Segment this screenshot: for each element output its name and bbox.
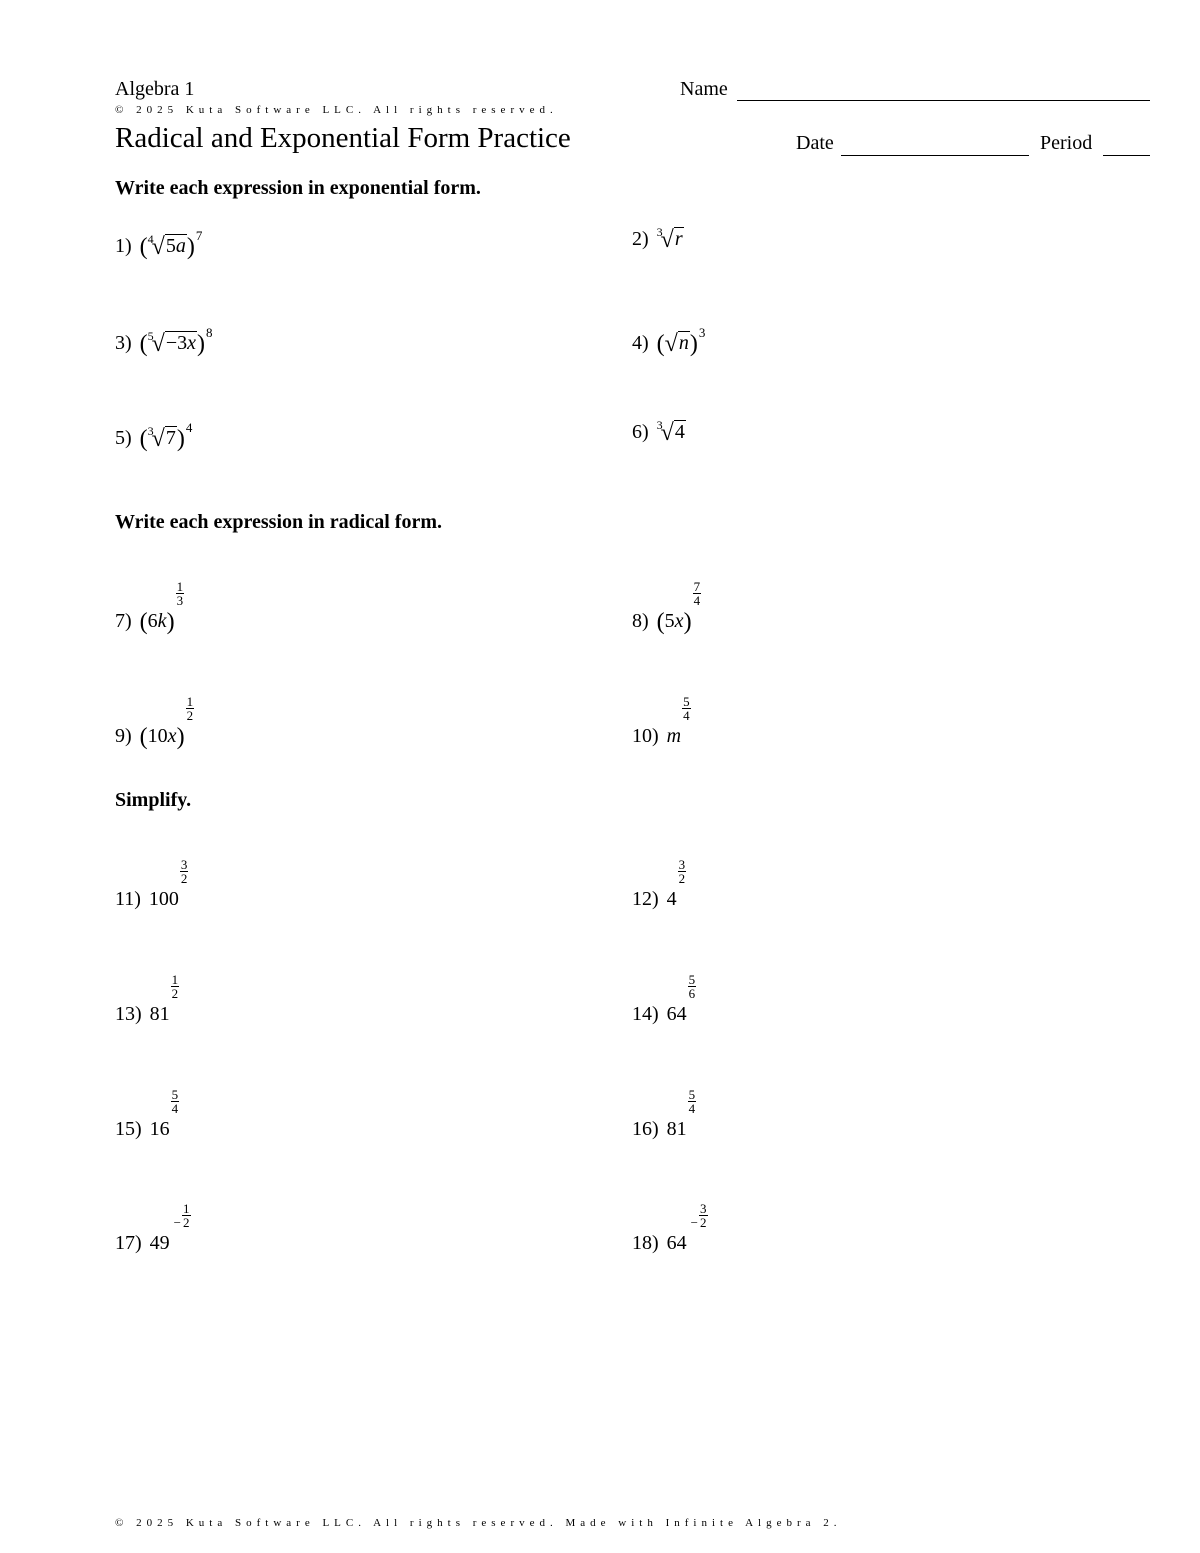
radical-sign-icon: √	[660, 420, 674, 446]
problem-16	[632, 1088, 696, 1141]
radical-index: 5	[147, 329, 154, 343]
problem-1: 1) $(^4√5a)^7$	[115, 228, 203, 260]
exponent-denominator: 4	[683, 708, 690, 723]
exponent: 7	[195, 228, 203, 243]
radicand-variable: x	[187, 332, 197, 354]
base-value: 81	[149, 1003, 170, 1025]
radicand-coefficient: −3	[165, 332, 188, 354]
problem-13	[115, 973, 179, 1026]
problem-number: 7)	[115, 610, 132, 632]
problem-5: 5) $(^3√7)^4$	[115, 420, 193, 452]
date-label: Date	[796, 132, 834, 154]
fraction-exponent	[699, 1202, 708, 1229]
base-value: 81	[666, 1118, 687, 1140]
fraction-exponent	[688, 1088, 697, 1115]
base-variable: m	[666, 725, 682, 747]
problem-number: 17)	[115, 1232, 142, 1254]
period-field-line[interactable]	[1103, 155, 1150, 156]
radicand-variable: r	[674, 228, 683, 250]
fraction-exponent	[171, 973, 180, 1000]
problem-number: 11)	[115, 888, 141, 910]
problem-number: 15)	[115, 1118, 142, 1140]
base-value: 4	[666, 888, 677, 910]
exponent-sign: −	[690, 1215, 699, 1230]
problem-3: 3) $(^5√-3x)^8$	[115, 325, 213, 357]
exponent: 3	[698, 325, 706, 340]
radical-index: 4	[147, 232, 154, 246]
problem-number: 18)	[632, 1232, 659, 1254]
problem-number: 2)	[632, 228, 649, 250]
radical-sign-icon: √	[151, 426, 165, 452]
exponent-denominator: 4	[688, 1101, 696, 1116]
date-field-line[interactable]	[841, 155, 1029, 156]
problem-number: 4)	[632, 332, 649, 354]
problem-12	[632, 858, 686, 911]
exponent-numerator: 5	[688, 1087, 696, 1102]
section-instruction-simplify: Simplify.	[115, 789, 192, 811]
radicand-variable: n	[678, 332, 689, 354]
base-value: 64	[666, 1003, 687, 1025]
exponent: 8	[206, 325, 213, 340]
radical-index: 3	[656, 225, 663, 239]
exponent-denominator: 2	[700, 1215, 707, 1230]
exponent-numerator: 5	[171, 1087, 179, 1102]
problem-11	[115, 858, 188, 911]
radical-sign-icon: √	[664, 331, 678, 357]
radical-index: 3	[147, 424, 154, 438]
problem-14	[632, 973, 696, 1026]
exponent-numerator: 3	[678, 857, 686, 872]
fraction-exponent	[693, 580, 702, 607]
exponent-denominator: 2	[183, 1215, 190, 1230]
name-label: Name	[680, 78, 728, 100]
fraction-exponent	[171, 1088, 180, 1115]
base-variable: x	[167, 725, 177, 747]
base-variable: k	[157, 610, 167, 632]
radicand-value: 4	[674, 421, 685, 443]
exponent-numerator: 1	[186, 694, 194, 709]
section-instruction-exponential: Write each expression in exponential form.	[115, 177, 481, 199]
problem-number: 1)	[115, 235, 132, 257]
problem-number: 3)	[115, 332, 132, 354]
problem-2	[632, 225, 684, 254]
exponent: 4	[185, 420, 193, 435]
exponent-numerator: 3	[180, 857, 188, 872]
radicand-value: 7	[165, 427, 176, 449]
base-variable: x	[674, 610, 684, 632]
fraction-exponent	[688, 973, 697, 1000]
problem-number: 5)	[115, 427, 132, 449]
exponent-numerator: 5	[683, 694, 690, 709]
exponent-denominator: 4	[171, 1101, 179, 1116]
problem-number: 12)	[632, 888, 659, 910]
problem-number: 13)	[115, 1003, 142, 1025]
copyright-top: © 2025 Kuta Software LLC. All rights reserved.	[115, 104, 558, 116]
exponent-numerator: 5	[688, 972, 696, 987]
exponent-numerator: 3	[700, 1201, 707, 1216]
fraction-exponent	[678, 858, 687, 885]
problem-8: 8) (5x) $\frac{7}{4}$	[632, 579, 701, 635]
exponent-numerator: 1	[171, 972, 179, 987]
problem-number: 14)	[632, 1003, 659, 1025]
base-coefficient: 6	[147, 610, 158, 632]
exponent-denominator: 3	[176, 593, 184, 608]
exponent-numerator: 1	[176, 579, 184, 594]
exponent-denominator: 2	[171, 986, 179, 1001]
exponent-denominator: 6	[688, 986, 696, 1001]
problem-7: 7) (6k) $\frac{1}{3}$	[115, 579, 184, 635]
problem-number: 9)	[115, 725, 132, 747]
base-coefficient: 10	[147, 725, 168, 747]
exponent-denominator: 2	[180, 871, 188, 886]
fraction-exponent	[176, 580, 185, 607]
base-value: 49	[149, 1232, 170, 1254]
base-coefficient: 5	[664, 610, 675, 632]
fraction-exponent	[682, 695, 691, 722]
exponent-numerator: 1	[183, 1201, 190, 1216]
exponent-numerator: 7	[693, 579, 701, 594]
radical-sign-icon: √	[151, 234, 165, 260]
radicand-variable: a	[175, 235, 186, 257]
base-value: 100	[148, 888, 179, 910]
exponent-denominator: 2	[186, 708, 194, 723]
radical-sign-icon: √	[660, 227, 674, 253]
name-field-line[interactable]	[737, 100, 1150, 101]
base-value: 16	[149, 1118, 170, 1140]
fraction-exponent	[186, 695, 195, 722]
problem-4: 4) $(√n)^3$	[632, 325, 706, 357]
exponent-denominator: 2	[678, 871, 686, 886]
problem-number: 16)	[632, 1118, 659, 1140]
course-name: Algebra 1	[115, 78, 195, 100]
base-value: 64	[666, 1232, 687, 1254]
problem-number: 8)	[632, 610, 649, 632]
radical-index: 3	[656, 418, 663, 432]
radicand-coefficient: 5	[165, 235, 176, 257]
exponent-denominator: 4	[693, 593, 701, 608]
period-label: Period	[1040, 132, 1093, 154]
fraction-exponent	[182, 1202, 191, 1229]
problem-number: 10)	[632, 725, 659, 747]
problem-9: 9) (10x) $\frac{1}{2}$	[115, 694, 194, 750]
copyright-footer: © 2025 Kuta Software LLC. All rights reserved. Made with Infinite Algebra 2.	[115, 1517, 842, 1529]
problem-number: 6)	[632, 421, 649, 443]
problem-15	[115, 1088, 179, 1141]
exponent-sign: −	[173, 1215, 182, 1230]
fraction-exponent	[180, 858, 189, 885]
section-instruction-radical: Write each expression in radical form.	[115, 511, 442, 533]
radical-sign-icon: √	[151, 331, 165, 357]
problem-17	[115, 1202, 191, 1255]
worksheet-title: Radical and Exponential Form Practice	[115, 122, 571, 154]
problem-10	[632, 695, 691, 748]
problem-18	[632, 1202, 708, 1255]
problem-6	[632, 418, 686, 447]
